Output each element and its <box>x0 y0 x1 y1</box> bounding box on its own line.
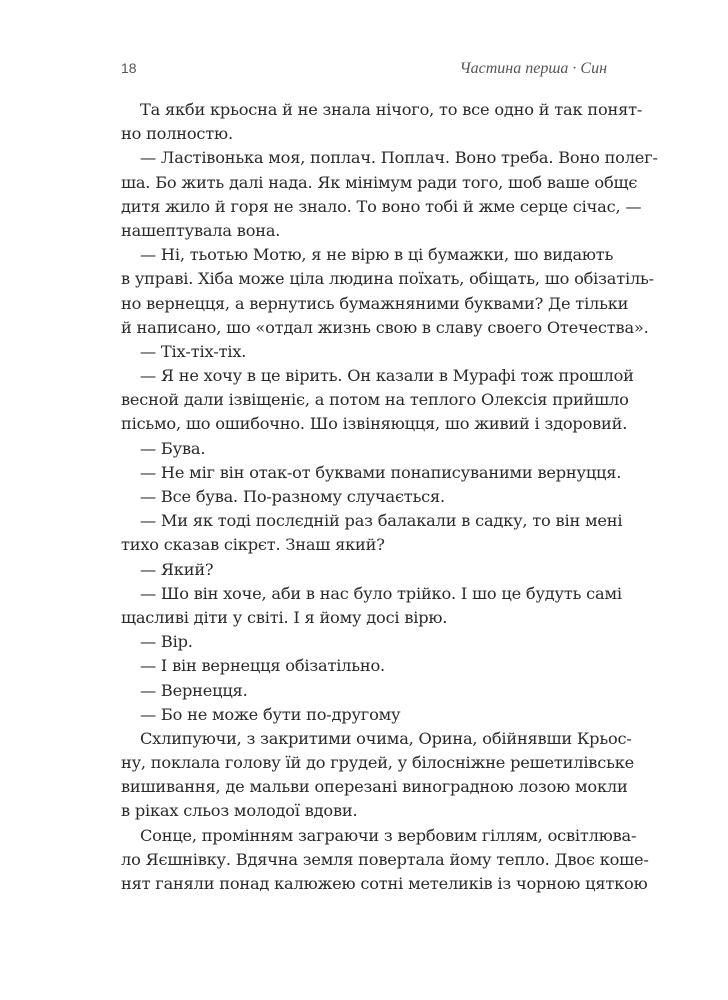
text-line: — Вернецця. <box>140 680 248 700</box>
text-line: пісьмо, шо ошибочно. Шо ізвіняюцця, шо живий і здоровий. <box>121 414 628 434</box>
text-line: — Вір. <box>140 632 193 652</box>
body-text <box>121 98 658 896</box>
page-number: 18 <box>121 60 137 76</box>
text-line: — Бува. <box>140 438 206 458</box>
text-line: ло Яєшнівку. Вдячна земля повертала йому тепло. Двоє коше- <box>121 849 649 869</box>
text-line: — Ми як тоді послєдній раз балакали в садку, то він мені <box>140 511 623 531</box>
text-line: вишивання, де мальви оперезані виноградною лозою мокли <box>121 777 628 797</box>
text-line: тихо сказав сікрєт. Знаш який? <box>121 535 385 555</box>
text-line: — Не міг він отак-от буквами понаписуваними вернуцця. <box>140 462 622 482</box>
text-line: в управі. Хіба може ціла людина поїхать, обіщать, шо обізатіль- <box>121 269 654 289</box>
text-line: — Який? <box>140 559 214 579</box>
text-line: — Бо не може бути по-другому <box>140 704 401 724</box>
text-line: — Ластівонька моя, поплач. Поплач. Воно треба. Воно полег- <box>140 148 658 168</box>
text-line: — Тіх-тіх-тіх. <box>140 341 247 361</box>
text-line: весной дали ізвіщеніє, а потом на теплого Олексія прийшло <box>121 390 629 410</box>
text-line: ну, поклала голову їй до грудей, у білосніжне решетилівське <box>121 753 634 773</box>
text-line: нят ганяли понад калюжею сотні метеликів із чорною цяткою <box>121 874 648 893</box>
text-line: — Шо він хоче, аби в нас було трійко. І шо це будуть самі <box>140 583 622 603</box>
text-line: дитя жило й горя не знало. То воно тобі й жме серце січас, — <box>121 196 642 216</box>
text-line: — Ні, тьотью Мотю, я не вірю в ці бумажки, шо видають <box>140 245 614 265</box>
text-line: нашептувала вона. <box>121 220 281 240</box>
text-line: й написано, шо «отдал жизнь свою в славу своего Отечества». <box>121 317 649 337</box>
text-line: Сонце, промінням заграючи з вербовим гіллям, освітлюва- <box>140 825 637 845</box>
text-line: — Все бува. По-разному случається. <box>140 487 445 506</box>
text-line: но вернецця, а вернутись бумажняними буквами? Де тільки <box>121 293 629 313</box>
text-line: в ріках сльоз молодої вдови. <box>121 801 358 821</box>
text-line: ша. Бо жить далі нада. Як мінімум ради того, шоб ваше общє <box>121 172 638 192</box>
text-line: щасливі діти у світі. І я йому досі вірю. <box>121 607 448 627</box>
running-header: Частина перша · Син <box>459 60 607 77</box>
text-line: но полностю. <box>121 124 233 144</box>
text-line: — Я не хочу в це вірить. Он казали в Мурафі тож прошлой <box>140 366 634 386</box>
text-line: — І він вернецця обізатільно. <box>140 656 385 676</box>
text-line: Та якби крьосна й не знала нічого, то все одно й так понят- <box>140 100 643 119</box>
text-line: Схлипуючи, з закритими очима, Орина, обійнявши Крьос- <box>140 728 632 748</box>
